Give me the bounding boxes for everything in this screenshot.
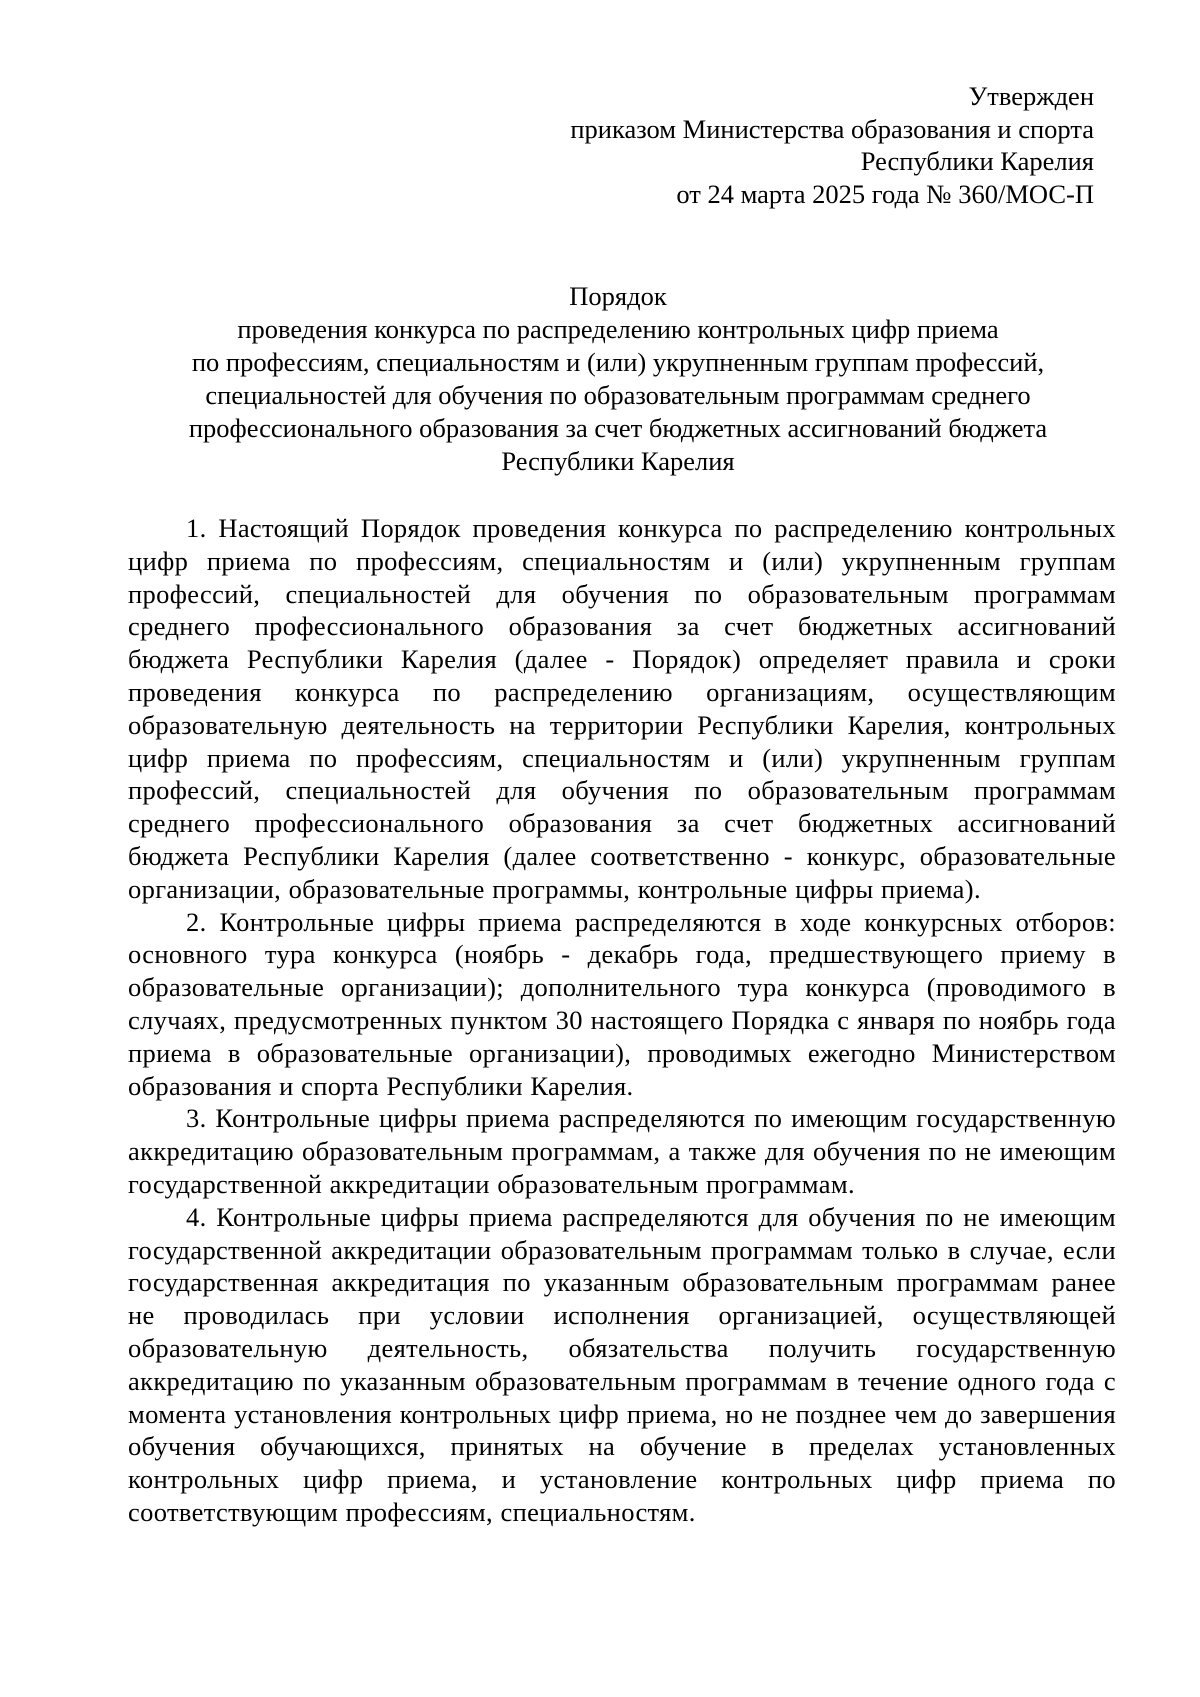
title-line: по профессиям, специальностям и (или) укрупненным группам профессий,	[191, 347, 1045, 377]
title-line: специальностей для обучения по образовательным программам среднего	[205, 380, 1031, 410]
paragraph-2: 2. Контрольные цифры приема распределяются в ходе конкурсных отборов: основного тура конкурса (ноябрь - декабрь года, предшествующего приему в образовательные организации); дополнительного тура конкурса (проводимого в случаях, предусмотренных пунктом 30 настоящего Порядка с января по ноябрь года приема в образовательные организации), проводимых ежегодно Министерством образования и спорта Республики Карелия.	[128, 906, 1116, 1101]
document-body	[128, 512, 1116, 1529]
document-title	[120, 280, 1116, 478]
paragraph-1: 1. Настоящий Порядок проведения конкурса по распределению контрольных цифр приема по профессиям, специальностям и (или) укрупненным группам профессий, специальностей для обучения по образовательным программам среднего профессионального образования за счет бюджетных ассигнований бюджета Республики Карелия (далее - Порядок) определяет правила и сроки проведения конкурса по распределению организациям, осуществляющим образовательную деятельность на территории Республики Карелия, контрольных цифр приема по профессиям, специальностям и (или) укрупненным группам профессий, специальностей для обучения по образовательным программам среднего профессионального образования за счет бюджетных ассигнований бюджета Республики Карелия (далее соответственно - конкурс, образовательные организации, образовательные программы, контрольные цифры приема).	[128, 513, 1116, 904]
approval-line: Утвержден	[968, 81, 1094, 111]
title-line: профессионального образования за счет бюджетных ассигнований бюджета	[188, 413, 1048, 443]
title-line: Порядок	[569, 281, 667, 311]
approval-line: Республики Карелия	[860, 146, 1094, 176]
title-line: Республики Карелия	[501, 446, 735, 476]
approval-line: от 24 марта 2025 года № 360/МОС-П	[676, 178, 1094, 209]
title-line: проведения конкурса по распределению контрольных цифр приема	[237, 314, 999, 344]
paragraph-3: 3. Контрольные цифры приема распределяются по имеющим государственную аккредитацию образовательным программам, а также для обучения по не имеющим государственной аккредитации образовательным программам.	[128, 1103, 1116, 1199]
approval-stamp-block	[120, 80, 1094, 210]
paragraph-4: 4. Контрольные цифры приема распределяются для обучения по не имеющим государственной аккредитации образовательным программам только в случае, если государственная аккредитация по указанным образовательным программам ранее не проводилась при условии исполнения организацией, осуществляющей образовательную деятельность, обязательства получить государственную аккредитацию по указанным образовательным программам в течение одного года с момента установления контрольных цифр приема, но не позднее чем до завершения обучения обучающихся, принятых на обучение в пределах установленных контрольных цифр приема, и установление контрольных цифр приема по соответствующим профессиям, специальностям.	[128, 1201, 1116, 1527]
approval-line: приказом Министерства образования и спорта	[570, 113, 1094, 144]
